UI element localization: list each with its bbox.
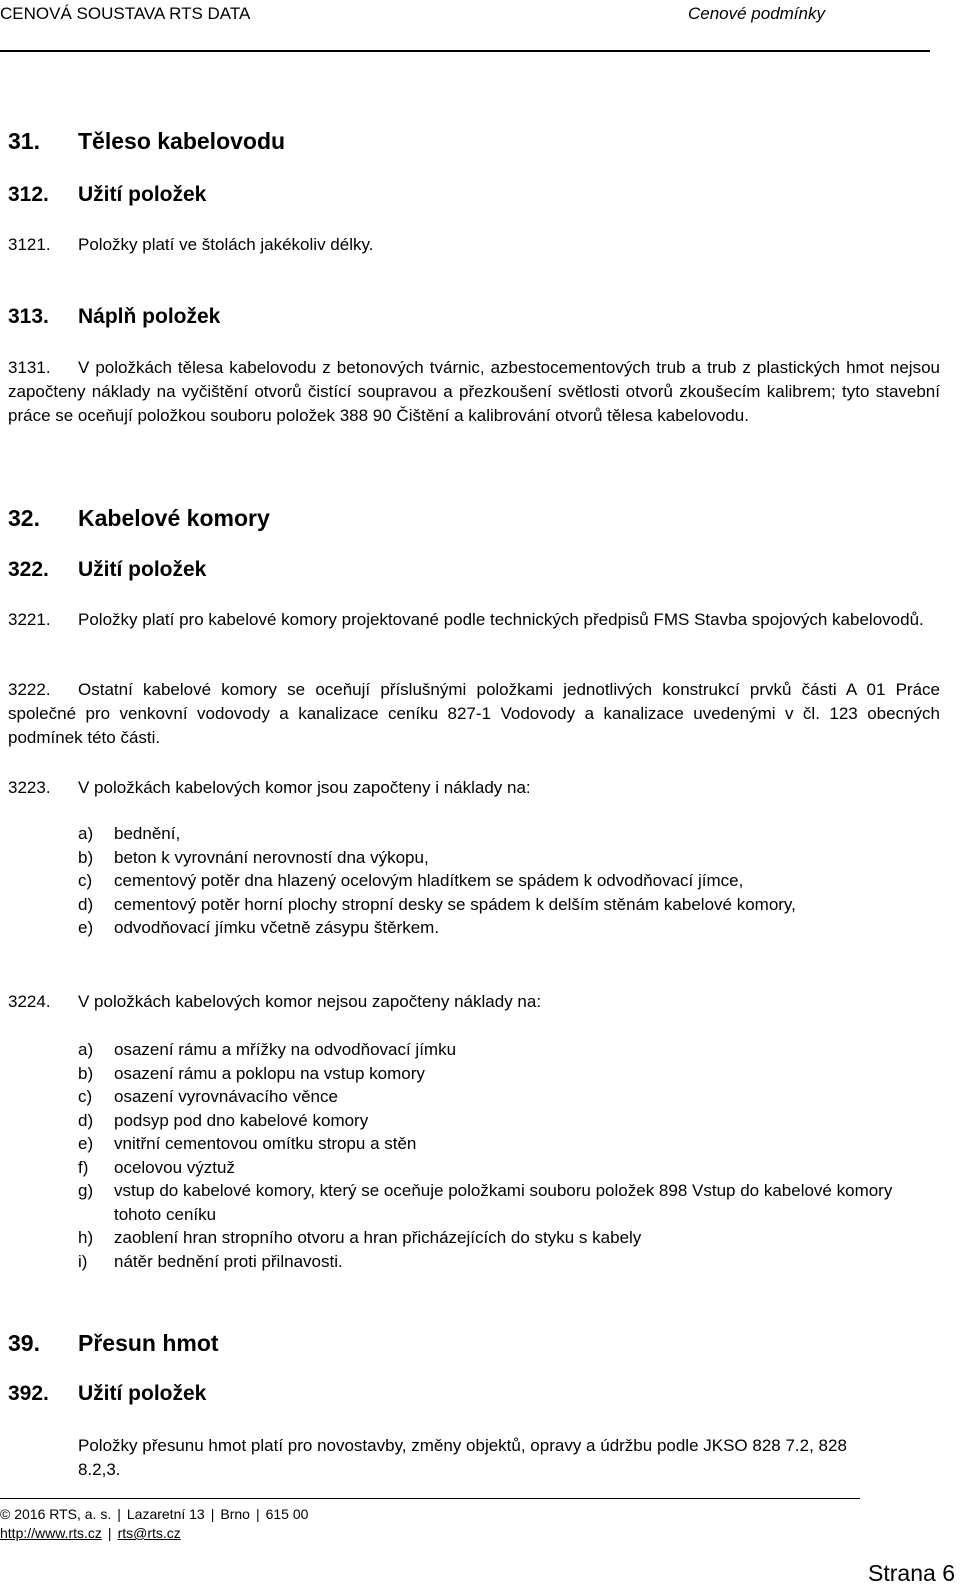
paragraph-text: Položky platí ve štolách jakékoliv délky.	[78, 235, 374, 254]
list-item: i) nátěr bednění proti přilnavosti.	[78, 1251, 343, 1271]
header-title: CENOVÁ SOUSTAVA RTS DATA	[0, 4, 251, 23]
list-item: a) bednění,	[78, 824, 181, 843]
paragraph-3131	[8, 356, 940, 428]
paragraph-number: 3131.	[8, 358, 51, 377]
list-item: d) cementový potěr horní plochy stropní desky se spádem k delším stěnám kabelové komory,	[78, 894, 796, 914]
footer-zip: 615 00	[265, 1506, 309, 1522]
footer-divider	[0, 1498, 860, 1499]
list-item: h) zaoblení hran stropního otvoru a hran přicházejících do styku s kabely	[78, 1228, 642, 1247]
paragraph-number: 3224.	[8, 992, 51, 1011]
heading-number: 322.	[8, 558, 49, 581]
list-item: b) beton k vyrovnání nerovností dna výkopu,	[78, 847, 429, 867]
footer-street: Lazaretní 13	[126, 1506, 205, 1522]
paragraph-number: 3221.	[8, 610, 51, 629]
list-item: a) osazení rámu a mřížky na odvodňovací jímku	[78, 1040, 457, 1059]
footer-company: © 2016 RTS, a. s.	[0, 1506, 112, 1522]
heading-title: Užití položek	[78, 1382, 207, 1405]
heading-number: 392.	[8, 1382, 49, 1405]
paragraph-number: 3121.	[8, 235, 51, 254]
list-3224	[78, 1038, 938, 1273]
heading-322	[8, 558, 938, 582]
heading-title: Užití položek	[78, 558, 207, 581]
heading-title: Užití položek	[78, 183, 207, 206]
paragraph-text: Položky platí pro kabelové komory projektované podle technických předpisů FMS Stavba spojových kabelovodů.	[78, 610, 924, 629]
heading-312	[8, 183, 938, 207]
paragraph-3224	[8, 990, 940, 1014]
paragraph-number: 3222.	[8, 680, 51, 699]
paragraph-3223	[8, 776, 940, 800]
list-item: c) osazení vyrovnávacího věnce	[78, 1087, 338, 1106]
email-link[interactable]: rts@rts.cz	[117, 1525, 181, 1541]
paragraph-number: 3223.	[8, 778, 51, 797]
list-item: b) osazení rámu a poklopu na vstup komory	[78, 1063, 425, 1083]
heading-392	[8, 1382, 938, 1406]
heading-title: Přesun hmot	[78, 1330, 219, 1356]
paragraph-text: Položky přesunu hmot platí pro novostavby, změny objektů, opravy a údržbu podle JKSO 828 7.2, 828 8.2,3.	[78, 1436, 847, 1479]
footer-contacts: http://www.rts.cz | rts@rts.cz	[0, 1525, 181, 1541]
heading-39	[8, 1330, 938, 1357]
list-item: e) odvodňovací jímku včetně zásypu štěrkem.	[78, 918, 440, 937]
paragraph-text: Ostatní kabelové komory se oceňují příslušnými položkami jednotlivých konstrukcí prvků části A 01 Práce společné pro venkovní vodovody a kanalizace ceníku 827-1 Vodovody a kanalizace uvedenými v čl. 123 obecných podmínek této části.	[8, 680, 940, 747]
header-divider	[0, 50, 930, 52]
heading-number: 312.	[8, 183, 49, 206]
list-item: d) podsyp pod dno kabelové komory	[78, 1110, 369, 1130]
page-header	[0, 0, 930, 26]
header-subtitle: Cenové podmínky	[687, 4, 825, 23]
paragraph-text: V položkách kabelových komor jsou započteny i náklady na:	[78, 778, 531, 797]
page-number: Strana 6	[868, 1560, 955, 1586]
list-3223	[78, 822, 938, 940]
heading-number: 32.	[8, 505, 40, 531]
heading-number: 39.	[8, 1330, 40, 1356]
list-item: e) vnitřní cementovou omítku stropu a stěn	[78, 1134, 417, 1153]
list-item: g) vstup do kabelové komory, který se oceňuje položkami souboru položek 898 Vstup do kabelové komory tohoto ceníku	[78, 1181, 893, 1224]
heading-32	[8, 505, 938, 532]
heading-number: 313.	[8, 305, 49, 328]
footer-address: © 2016 RTS, a. s. | Lazaretní 13 | Brno | 615 00	[0, 1506, 309, 1522]
heading-number: 31.	[8, 128, 40, 154]
paragraph-text: V položkách tělesa kabelovodu z betonových tvárnic, azbestocementových trub a trub z plastických hmot nejsou započteny náklady na vyčištění otvorů čistící soupravou a přezkoušení světlosti otvorů zkoušecím kalibrem; tyto stavební práce se oceňují položkou souboru položek 388 90 Čištění a kalibrování otvorů tělesa kabelovodu.	[8, 358, 940, 425]
website-link[interactable]: http://www.rts.cz	[0, 1525, 102, 1541]
paragraph-text: V položkách kabelových komor nejsou započteny náklady na:	[78, 992, 542, 1011]
paragraph-3121	[8, 233, 940, 257]
list-item: f) ocelovou výztuž	[78, 1157, 235, 1177]
heading-31	[8, 128, 938, 155]
heading-title: Náplň položek	[78, 305, 221, 328]
heading-313	[8, 305, 938, 329]
heading-title: Kabelové komory	[78, 505, 270, 531]
paragraph-3221	[8, 608, 940, 632]
footer-city: Brno	[220, 1506, 250, 1522]
paragraph-3222	[8, 678, 940, 750]
list-item: c) cementový potěr dna hlazený ocelovým hladítkem se spádem k odvodňovací jímce,	[78, 871, 744, 890]
heading-title: Těleso kabelovodu	[78, 128, 286, 154]
paragraph-392	[8, 1434, 858, 1482]
